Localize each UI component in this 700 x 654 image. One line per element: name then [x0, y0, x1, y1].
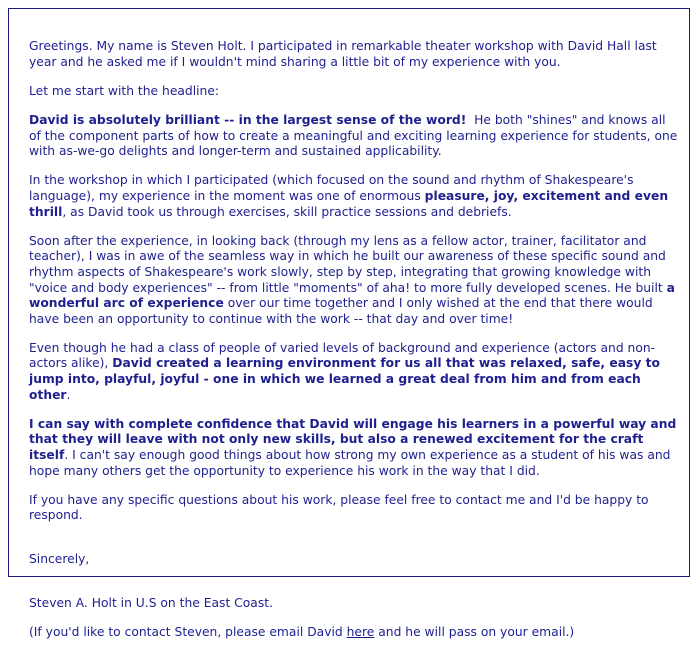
contact-note: (If you'd like to contact Steven, please email David here and he will pass on your email.): [29, 624, 575, 639]
email-here-link[interactable]: here: [346, 624, 375, 639]
workshop-paragraph: In the workshop in which I participated (which focused on the sound and rhythm of Shakespeare's language), my experience in the moment was one of enormous pleasure, joy, excitement and even thrill, as David took us through exercises, skill practice sessions and debriefs.: [29, 173, 669, 219]
environment-paragraph: Even though he had a class of people of varied levels of background and experience (actors and non-actors alike), David created a learning environment for us all that was relaxed, safe, easy to jump into, playful, joyful - one in which we learned a great deal from him and from each other.: [29, 340, 660, 402]
headline-paragraph: David is absolutely brilliant -- in the largest sense of the word! He both "shines" and knows all of the component parts of how to create a meaningful and exciting learning experience for students, one with as-we-go delights and longer-term and sustained applicability.: [29, 112, 682, 159]
headline-lead: Let me start with the headline:: [29, 83, 220, 98]
closing: Sincerely,: [29, 552, 90, 566]
signature: Steven A. Holt in U.S on the East Coast.: [29, 595, 273, 610]
letter-frame: [8, 8, 690, 639]
intro-paragraph: Greetings. My name is Steven Holt. I participated in remarkable theater workshop with David Hall last year and he asked me if I wouldn't mind sharing a little bit of my experience with you.: [29, 39, 657, 69]
reflection-paragraph: Soon after the experience, in looking back (through my lens as a fellow actor, trainer, facilitator and teacher), I was in awe of the seamless way in which he built our awareness of these specific sound and rhythm aspects of Shakespeare's work slowly, step by step, integrating that growing knowledge with "voice and body experiences" -- from little "moments" of aha! to more fully developed scenes. He built a wonderful arc of experience over our time together and I only wished at the end that there would have been an opportunity to continue with the work -- that day and over time!: [29, 233, 675, 326]
contact-paragraph: If you have any specific questions about his work, please feel free to contact me and I'd be happy to respond.: [29, 492, 649, 523]
headline-bold: David is absolutely brilliant -- in the largest sense of the word!: [29, 112, 467, 127]
letter-body: [29, 39, 682, 654]
confidence-paragraph: I can say with complete confidence that David will engage his learners in a powerful way and that they will leave with not only new skills, but also a renewed excitement for the craft itself. I can't say enough good things about how strong my own experience as a student of his was and hope many others get the opportunity to experience his work in the way that I did.: [29, 416, 677, 478]
